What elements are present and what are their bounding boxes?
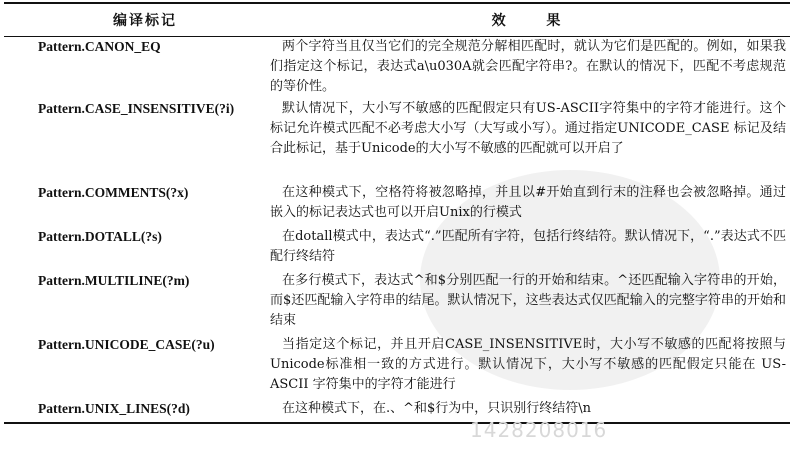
table-row <box>4 99 790 183</box>
header-effect: 效 果 <box>270 3 790 37</box>
effect-text: 在多行模式下，表达式^和$分别匹配一行的开始和结束。^还匹配输入字符串的开始，而$还匹配输入字符串的结尾。默认情况下，这些表达式仅匹配输入的完整字符串的开始和结束 <box>270 272 786 328</box>
header-flag: 编译标记 <box>4 3 270 37</box>
table-header-row <box>4 3 790 37</box>
compile-flags-table <box>4 2 790 424</box>
flag-effect <box>270 99 790 183</box>
effect-text: 当指定这个标记，并且开启CASE_INSENSITIVE时，大小写不敏感的匹配将按照与Unicode标准相一致的方式进行。默认情况下，大小写不敏感的匹配假定只能在 US-ASCII 字符集中的字符才能进行 <box>270 336 786 392</box>
flag-name: Pattern.CANON_EQ <box>38 39 161 54</box>
flag-name: Pattern.COMMENTS(?x) <box>38 184 189 200</box>
flag-effect <box>270 271 790 335</box>
table-row <box>4 335 790 399</box>
flag-name: Pattern.MULTILINE(?m) <box>38 272 190 288</box>
flag-name: Pattern.UNIX_LINES(?d) <box>4 399 270 423</box>
flag-name: Pattern.UNICODE_CASE(?u) <box>38 336 215 352</box>
table-row <box>4 271 790 335</box>
flag-name: Pattern.DOTALL(?s) <box>38 228 162 244</box>
effect-text: 在dotall模式中，表达式“.”匹配所有字符，包括行终结符。默认情况下，“.”表达式不匹配行终结符 <box>270 228 786 264</box>
table-row <box>4 183 790 227</box>
flag-effect <box>270 37 790 99</box>
flag-name: Pattern.CASE_INSENSITIVE(?i) <box>38 100 235 116</box>
effect-text: 在这种模式下，空格符将被忽略掉，并且以#开始直到行末的注释也会被忽略掉。通过嵌入的标记表达式也可以开启Unix的行模式 <box>270 184 786 220</box>
effect-text: 两个字符当且仅当它们的完全规范分解相匹配时，就认为它们是匹配的。例如，如果我们指定这个标记，表达式a\u030A就会匹配字符串?。在默认的情况下，匹配不考虑规范的等价性。 <box>270 39 786 94</box>
flag-effect <box>270 183 790 227</box>
table-row <box>4 227 790 271</box>
effect-text: 默认情况下，大小写不敏感的匹配假定只有US-ASCII字符集中的字符才能进行。这个标记允许模式匹配不必考虑大小写（大写或小写）。通过指定UNICODE_CASE 标记及结合此标记，基于Unicode的大小写不敏感的匹配就可以开启了 <box>270 100 786 156</box>
table-row <box>4 37 790 99</box>
flag-effect <box>270 227 790 271</box>
flag-effect <box>270 335 790 399</box>
watermark-text: 1428208016 <box>470 418 608 442</box>
table-row <box>4 399 790 423</box>
effect-text: 在这种模式下，在.、^和$行为中，只识别行终结符\n <box>282 400 592 416</box>
